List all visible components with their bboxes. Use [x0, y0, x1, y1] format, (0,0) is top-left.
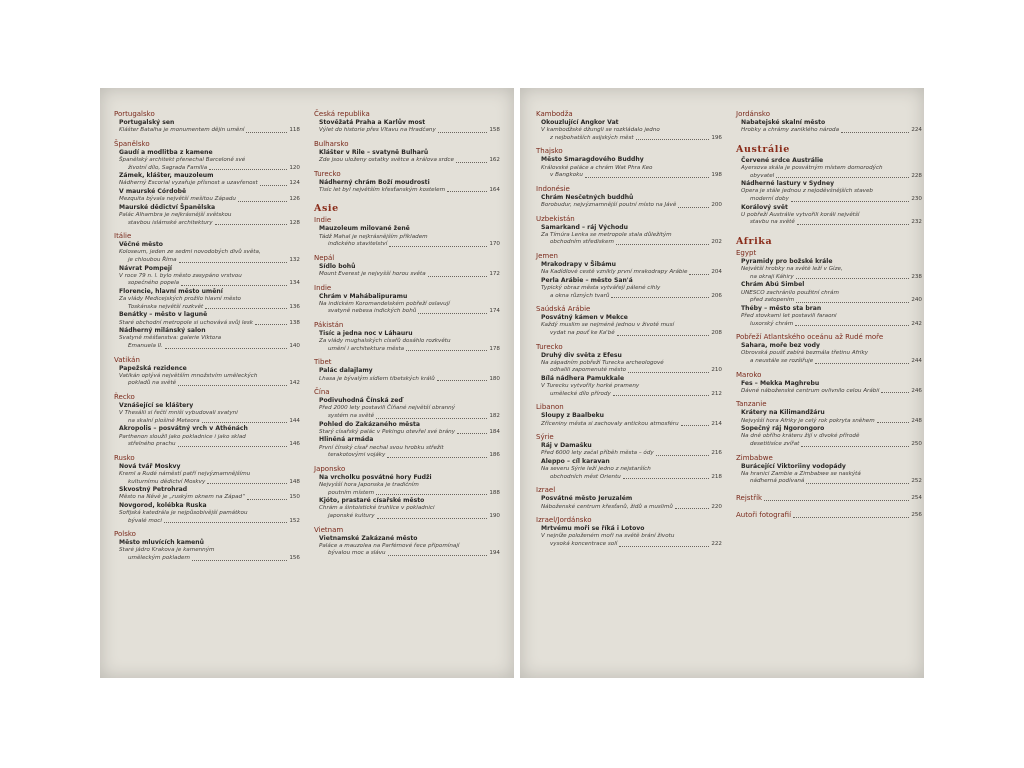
- page-number: 172: [489, 270, 500, 277]
- page-number: 240: [911, 297, 922, 304]
- entry-title: Vznášející se kláštery: [119, 401, 194, 409]
- entry-description: Na hranici Zambie a Zimbabwe se naskýtá: [741, 470, 861, 477]
- page-number: 174: [489, 308, 500, 315]
- entry-title: Druhý div světa z Efesu: [541, 351, 622, 359]
- page-number: 162: [489, 157, 500, 163]
- page-number: 220: [711, 503, 722, 510]
- page-number: 200: [711, 201, 722, 208]
- entry-description: stavbu na světě 232: [750, 219, 922, 226]
- page-number: 250: [911, 440, 922, 447]
- entry-description: Ayersova skála je posvátným místem domorodých: [741, 165, 883, 171]
- page-number: 144: [289, 417, 300, 424]
- entry-description: kulturnímu dědictví Moskvy 148: [128, 478, 300, 485]
- page-number: 248: [911, 417, 922, 424]
- entry-description: Každý muslim se nejméně jednou v životě musí: [541, 322, 675, 329]
- entry-description: umělecké dílo přírody 212: [550, 390, 722, 397]
- left-column-1: [114, 110, 300, 563]
- entry-description: Za vlády mughalských císařů dosáhlo rozkvětu: [319, 338, 451, 345]
- page-number: 120: [289, 164, 300, 171]
- page-number: 142: [289, 380, 300, 387]
- entry-description: uměleckým pokladem 156: [128, 555, 300, 562]
- entry-description: Obrovská poušť zabírá bezmála třetinu Afriky: [741, 350, 869, 357]
- entry-description: životní dílo, Sagrada Familia 120: [128, 164, 300, 171]
- entry-description: V nejníže položeném moři na světě brání životu: [541, 533, 675, 540]
- page-number: 216: [711, 450, 722, 457]
- entry-description: Za vlády Medicejských prožilo hlavní město: [119, 296, 241, 303]
- page-number: 184: [489, 428, 500, 435]
- entry-title: Tisíc a jedna noc v Láhauru: [319, 329, 413, 337]
- region-heading: Zimbabwe: [736, 453, 773, 462]
- region-heading: Tanzanie: [736, 400, 767, 409]
- entry-title: Chrám v Mahábalipuramu: [319, 292, 408, 300]
- page-number: 222: [711, 540, 722, 547]
- page-number: 136: [289, 303, 300, 310]
- entry-description: Staré jádro Krakova je kamenným: [119, 547, 215, 554]
- page-number: 196: [711, 134, 722, 141]
- entry-title: Stověžatá Praha a Karlův most: [319, 119, 426, 126]
- entry-description: Starý císařský palác v Pekingu otevřel své brány 184: [319, 428, 500, 435]
- region-heading: Nepál: [314, 253, 335, 262]
- entry-description: moderní doby 230: [750, 195, 922, 202]
- entry-title: Papežská rezidence: [119, 364, 187, 372]
- entry-title: Sopečný ráj Ngorongoro: [741, 425, 825, 433]
- page-number: 158: [489, 127, 500, 134]
- page-number: 202: [711, 239, 722, 246]
- page-number: 190: [489, 512, 500, 519]
- entry-description: poutním místem 188: [328, 489, 500, 496]
- region-heading: Indie: [314, 283, 332, 292]
- page-number: 186: [489, 452, 500, 459]
- page-number: 134: [289, 280, 300, 287]
- right-column-1: [536, 110, 722, 549]
- region-heading: Tibet: [314, 358, 332, 367]
- entry-description: bývalé moci 152: [128, 517, 300, 524]
- entry-description: Na dně obřího kráteru žijí v divoké přírodě: [741, 433, 860, 440]
- region-heading: Portugalsko: [114, 110, 155, 118]
- entry-title: Akropolis – posvátný vrch v Athénách: [119, 425, 248, 433]
- region-heading: Polsko: [114, 530, 136, 539]
- entry-description: Lhasa je bývalým sídlem tibetských králů 180: [319, 375, 500, 382]
- page-number: 252: [911, 478, 922, 485]
- page-number: 204: [711, 269, 722, 276]
- region-heading: Izrael: [536, 486, 556, 495]
- entry-description: Na západním pobřeží Turecka archeologové: [541, 359, 664, 366]
- entry-description: na skalní plošině Meteora 144: [128, 417, 300, 424]
- entry-title: Na vrcholku posvátné hory Fudži: [319, 473, 432, 481]
- page-number: 148: [289, 478, 300, 485]
- entry-description: Dávné náboženské centrum ovlivnilo celou Arábii 246: [741, 387, 922, 394]
- entry-description: je chloubou Říma 132: [128, 256, 300, 263]
- page-number: 194: [489, 550, 500, 557]
- entry-description: Nejvyšší hora Japonska je tradičním: [319, 481, 419, 488]
- page-number: 206: [711, 292, 722, 299]
- entry-title: Palác dalajlamy: [319, 367, 373, 375]
- entry-description: Kreml a Rudé náměstí patří nejvýznamnějšímu: [119, 470, 251, 477]
- entry-title: Posvátný kámen v Mekce: [541, 314, 628, 322]
- entry-description: japonské kultury 190: [328, 512, 500, 519]
- entry-description: Mount Everest je nejvyšší horou světa 172: [319, 270, 500, 277]
- page-number: 242: [911, 320, 922, 327]
- entry-title: Sídlo bohů: [319, 262, 356, 270]
- region-heading: Indonésie: [536, 184, 570, 193]
- entry-title: Krátery na Kilimandžáru: [741, 409, 825, 417]
- region-heading: Pákistán: [314, 320, 344, 329]
- entry-title: Nádherné lastury v Sydney: [741, 180, 835, 188]
- entry-title: Benátky – město v laguně: [119, 311, 208, 319]
- region-heading: Thajsko: [536, 147, 563, 156]
- right-page: [520, 88, 924, 678]
- entry-description: Nádherný Escorial vyzařuje přísnost a uzavřenost 124: [119, 180, 300, 187]
- page-number: 256: [911, 511, 922, 518]
- entry-title: Ráj v Damašku: [541, 442, 592, 450]
- entry-description: UNESCO zachránilo použitní chrám: [741, 289, 839, 296]
- entry-description: na okraji Káhiry 238: [750, 273, 922, 280]
- entry-description: Výlet do historie přes Vltavu na Hradčany 158: [319, 127, 500, 134]
- page-number: 138: [289, 319, 300, 326]
- entry-description: Palác Alhambra je nejkrásnější světskou: [119, 211, 232, 218]
- entry-description: Typický obraz města vytvářejí pálené cihly: [541, 284, 661, 291]
- entry-description: svatyně nebesa indických bohů 174: [328, 308, 500, 315]
- photo-credits-entry: Autoři fotografií 256: [736, 510, 922, 519]
- entry-title: Perla Arábie – město San'á: [541, 276, 633, 284]
- region-heading: Bulharsko: [314, 139, 349, 148]
- page-number: 230: [911, 195, 922, 202]
- entry-description: Vatikán oplývá největším množstvím uměleckých: [119, 372, 258, 379]
- entry-description: stavbou islámské architektury 128: [128, 219, 300, 226]
- region-heading: Libanon: [536, 403, 564, 412]
- page-number: 246: [911, 387, 922, 394]
- entry-description: a okna různých tvarů 206: [550, 292, 722, 299]
- entry-description: Paláce a mauzolea na Parfémové řece připomínají: [319, 542, 460, 549]
- region-heading: Maroko: [736, 370, 762, 379]
- entry-title: Nádherný milánský salon: [119, 327, 206, 335]
- entry-title: Sahara, moře bez vody: [741, 342, 820, 350]
- index-entry: Rejstřík 254: [736, 493, 922, 502]
- entry-description: První čínský císař nechal svou hrobku střežit: [319, 444, 444, 451]
- page-number: 238: [911, 273, 922, 280]
- left-page: [100, 88, 514, 678]
- entry-description: v Bangkoku 198: [550, 172, 722, 179]
- entry-title: Nová tvář Moskvy: [119, 462, 181, 470]
- page-number: 132: [289, 256, 300, 263]
- entry-description: pokladů na světě 142: [128, 380, 300, 387]
- entry-title: Sloupy z Baalbeku: [541, 412, 604, 420]
- entry-title: Hliněná armáda: [319, 436, 374, 444]
- region-heading: Saúdská Arábie: [536, 305, 591, 314]
- region-heading: Vietnam: [314, 525, 344, 534]
- entry-description: V roce 79 n. l. bylo město zasypáno vrstvou: [119, 272, 242, 279]
- region-heading: Jordánsko: [736, 110, 771, 118]
- entry-description: Toskánska největší rozkvět 136: [128, 303, 300, 310]
- entry-title: Fes – Mekka Maghrebu: [741, 379, 820, 387]
- entry-description: Sofijská katedrála je nejpůsobivější památkou: [119, 510, 248, 517]
- region-heading: Sýrie: [536, 433, 554, 442]
- entry-description: Hrobky a chrámy zaniklého národa 224: [741, 127, 922, 134]
- entry-title: Mauzoleum milované ženě: [319, 225, 410, 233]
- entry-description: Za Tímúra Lenka se metropole stala důležitým: [541, 231, 672, 238]
- entry-description: Na severu Sýrie leží jedno z nejstarších: [541, 466, 651, 473]
- entry-description: vysoká koncentrace solí 222: [550, 540, 722, 547]
- entry-title: Skvostný Petrohrad: [119, 486, 188, 494]
- page-number: 212: [711, 390, 722, 397]
- entry-description: terakotovými vojáky 186: [328, 452, 500, 459]
- page-number: 198: [711, 172, 722, 179]
- entry-title: Město Smaragdového Buddhy: [541, 156, 644, 164]
- region-heading: Egypt: [736, 248, 757, 257]
- region-heading: Indie: [314, 216, 332, 225]
- entry-title: Město mluvících kamenů: [119, 539, 204, 547]
- entry-title: Gaudí a modlitba z kamene: [119, 148, 213, 156]
- page-number: 182: [489, 412, 500, 419]
- entry-title: Bílá nádhera Pamukkale: [541, 374, 625, 382]
- entry-description: Město na Něvě je „ruským oknem na Západ“ 150: [119, 494, 300, 501]
- entry-description: Emanuela II. 140: [128, 342, 300, 349]
- region-heading: Kambodža: [536, 110, 573, 118]
- entry-description: bývalou moc a slávu 194: [328, 550, 500, 557]
- entry-description: obchodním střediskem 202: [550, 239, 722, 246]
- entry-description: Náboženské centrum křesťanů, židů a muslimů 220: [541, 503, 722, 510]
- entry-description: desetitisíce zvířat 250: [750, 440, 922, 447]
- page-number: 214: [711, 420, 722, 427]
- entry-description: obyvatel 228: [750, 172, 922, 179]
- entry-title: Okouzlující Angkor Vat: [541, 119, 619, 126]
- region-heading: Řecko: [114, 392, 135, 401]
- entry-description: indického stavitelství 170: [328, 241, 500, 248]
- entry-description: U pobřeží Austrálie vytvořili koráli největší: [741, 211, 860, 218]
- entry-title: Nádherný chrám Boží moudrosti: [319, 178, 430, 186]
- entry-description: Nejvyšší hora Afriky je celý rok pokryta sněhem 248: [741, 417, 922, 424]
- entry-description: Před 6000 lety začal příběh města – ódy 216: [541, 450, 722, 457]
- region-heading: Japonsko: [314, 464, 346, 473]
- page-number: 152: [289, 517, 300, 524]
- entry-title: Vietnamské Zakázané město: [319, 534, 418, 542]
- entry-description: a neustále se rozšiřuje 244: [750, 357, 922, 364]
- region-heading: Španělsko: [114, 139, 150, 148]
- entry-title: Kjóto, prastaré císařské město: [319, 497, 425, 505]
- entry-title: Červené srdce Austrálie: [741, 156, 824, 164]
- entry-description: luxorský chrám 242: [750, 320, 922, 327]
- entry-title: Maurské dědictví Španělska: [119, 203, 216, 211]
- entry-description: V kambodžské džungli se rozkládalo jedno: [541, 127, 660, 134]
- entry-description: Staré obchodní metropole si uchovává svůj lesk 138: [119, 319, 300, 326]
- page-number: 126: [289, 196, 300, 203]
- region-heading: Vatikán: [114, 355, 140, 364]
- entry-title: Chrám Abú Simbel: [741, 281, 805, 289]
- entry-description: Klášter Batalha je monumentem dějin umění 118: [119, 127, 300, 134]
- page-number: 244: [911, 357, 922, 364]
- region-heading: Turecko: [314, 169, 341, 178]
- entry-description: Před stovkami let postavili faraoni: [741, 312, 837, 319]
- entry-description: sopečného popela 134: [128, 280, 300, 287]
- entry-title: Pohled do Zakázaného města: [319, 420, 420, 428]
- region-heading: Jemen: [536, 251, 558, 260]
- entry-description: Největší hrobky na světě leží v Gíze,: [741, 266, 843, 273]
- entry-description: Královské paláce a chrám Wat Phra Keo: [541, 164, 653, 171]
- entry-title: Nabatejské skalní město: [741, 119, 826, 126]
- entry-description: V Turecku vytvořily horké prameny: [541, 383, 640, 390]
- entry-title: Pyramidy pro božské krále: [741, 257, 833, 265]
- entry-title: Podivuhodná Čínská zeď: [319, 397, 403, 405]
- page-number: 232: [911, 219, 922, 226]
- entry-description: Španělský architekt přenechal Barceloně své: [119, 157, 246, 163]
- entry-description: Zde jsou uloženy ostatky světce a králova srdce 162: [319, 157, 500, 163]
- page-number: 128: [289, 219, 300, 226]
- entry-description: Parthenon sloužil jako pokladnice i jako sklad: [119, 433, 246, 440]
- entry-description: systém na světě 182: [328, 412, 500, 419]
- entry-description: umění i architektura města 178: [328, 345, 500, 352]
- region-heading: Česká republika: [314, 110, 370, 118]
- entry-description: vydat na pouť ke Ka'bě 208: [550, 329, 722, 336]
- entry-title: Klášter v Rile – svatyně Bulharů: [319, 148, 429, 156]
- left-column-2: [314, 110, 500, 558]
- entry-description: Na indickém Koromandelském pobřeží oslavují: [319, 300, 450, 307]
- page-number: 118: [289, 127, 300, 134]
- page-number: 180: [489, 375, 500, 382]
- page-number: 228: [911, 172, 922, 179]
- continent-heading: Asie: [314, 203, 339, 215]
- entry-description: Tisíc let byl největším křesťanským kostelem 164: [319, 186, 500, 193]
- entry-description: nádherná podívaná 252: [750, 478, 922, 485]
- entry-title: Portugalský sen: [119, 119, 175, 126]
- region-heading: Uzbekistán: [536, 214, 575, 223]
- continent-heading: Austrálie: [736, 143, 790, 155]
- continent-heading: Afrika: [736, 235, 773, 247]
- entry-description: Opera je stále jednou z nejoděvšnějších staveb: [741, 188, 873, 195]
- entry-title: Théby – město sta bran: [741, 304, 822, 312]
- entry-description: Svatyně měšťanstva: galerie Viktora: [119, 335, 222, 342]
- entry-description: odhalili zapomenuté město 210: [550, 367, 722, 374]
- entry-description: Na Kadídlové cestě vznikly první mrakodrapy Arábie 204: [541, 269, 722, 276]
- entry-description: střelného prachu 146: [128, 441, 300, 448]
- entry-title: V maurské Córdobě: [119, 187, 187, 195]
- entry-title: Novgorod, kolébka Ruska: [119, 501, 207, 509]
- page-number: 188: [489, 489, 500, 496]
- region-heading: Rusko: [114, 453, 135, 462]
- page-number: 146: [289, 441, 300, 448]
- entry-title: Mrtvému moři se říká i Lotovo: [541, 525, 645, 533]
- page-number: 140: [289, 342, 300, 349]
- entry-title: Burácející Viktoriiny vodopády: [741, 462, 846, 470]
- entry-description: obchodních měst Orientu 218: [550, 473, 722, 480]
- entry-description: z nejbohatších asijských měst 196: [550, 134, 722, 141]
- entry-title: Návrat Pompejí: [119, 264, 173, 272]
- region-heading: Čína: [314, 388, 330, 397]
- page-number: 170: [489, 241, 500, 248]
- entry-title: Korálový svět: [741, 203, 788, 211]
- entry-description: Borobudur, nejvýznamnější poutní místo na Jávě 200: [541, 201, 722, 208]
- page-number: 224: [911, 127, 922, 134]
- page-number: 218: [711, 473, 722, 480]
- entry-title: Samarkand – ráj Východu: [541, 223, 628, 231]
- page-number: 156: [289, 555, 300, 562]
- entry-title: Aleppo – cíl karavan: [541, 457, 610, 465]
- entry-description: Zříceniny města si zachovaly antickou atmosféru 214: [541, 420, 722, 427]
- page-number: 150: [289, 494, 300, 501]
- region-heading: Pobřeží Atlantského oceánu až Rudé moře: [736, 333, 884, 342]
- entry-title: Posvátné město Jeruzalém: [541, 495, 633, 503]
- entry-title: Mrakodrapy v Šibámu: [541, 260, 616, 268]
- entry-description: Mezquita bývala největší mešitou Západu 126: [119, 196, 300, 203]
- right-column-2: [736, 110, 922, 520]
- entry-description: Koloseum, jeden ze sedmi novodobých divů světa,: [119, 249, 261, 256]
- entry-description: Před 2000 lety postavili Číňané největší obranný: [319, 405, 456, 412]
- entry-description: V Thesálii si řečtí mniši vybudovali svatyni: [119, 410, 238, 417]
- region-heading: Turecko: [536, 342, 563, 351]
- page-number: 124: [289, 180, 300, 187]
- region-heading: Izrael/Jordánsko: [536, 516, 592, 525]
- page-number: 210: [711, 367, 722, 374]
- entry-title: Zámek, klášter, mauzoleum: [119, 172, 214, 180]
- entry-title: Chrám Nesčetných buddhů: [541, 193, 634, 201]
- entry-title: Florencie, hlavní město umění: [119, 287, 223, 295]
- page-number: 178: [489, 345, 500, 352]
- page-number: 254: [911, 494, 922, 501]
- page-number: 164: [489, 186, 500, 193]
- entry-title: Věčné město: [119, 241, 163, 249]
- entry-description: před zatopením 240: [750, 297, 922, 304]
- page-number: 208: [711, 329, 722, 336]
- region-heading: Itálie: [114, 232, 132, 241]
- entry-description: Chrám a šintoistické truhlice v pokladnici: [319, 505, 435, 512]
- entry-description: Tádž Mahal je nejkrásnějším příkladem: [319, 233, 428, 240]
